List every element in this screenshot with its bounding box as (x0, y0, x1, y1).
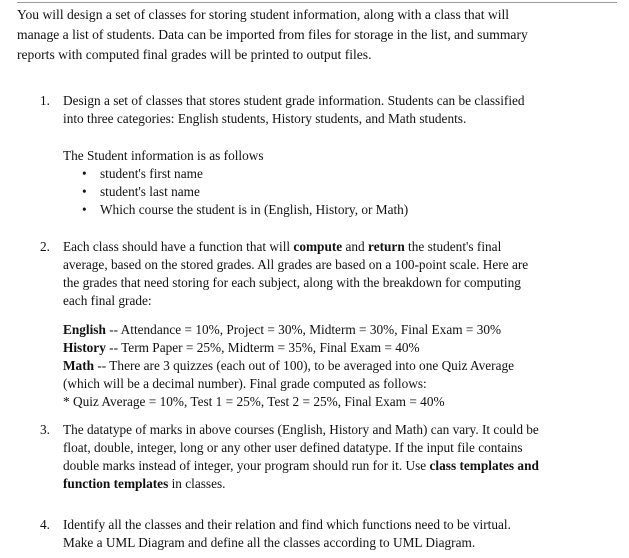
intro-line: reports with computed final grades will be printed to output files. (17, 47, 372, 62)
student-info-title: The Student information is as follows (63, 148, 264, 163)
student-info-list (82, 165, 600, 219)
requirement-2 (40, 238, 600, 310)
requirement-1 (40, 92, 600, 128)
math-formula: * Quiz Average = 10%, Test 1 = 25%, Test 2 = 25%, Final Exam = 40% (63, 394, 445, 409)
english-breakdown: English -- Attendance = 10%, Project = 30%, Midterm = 30%, Final Exam = 30% (63, 322, 502, 337)
item-text-line: double marks instead of integer, your program should run for it. Use class templates and (63, 458, 539, 473)
item-text-line: each final grade: (63, 293, 152, 308)
item-number: 4. (40, 517, 50, 532)
list-item: • student's last name (82, 183, 600, 201)
keyword-function-templates: function templates (63, 476, 169, 491)
keyword-compute: compute (293, 239, 343, 254)
history-breakdown: History -- Term Paper = 25%, Midterm = 35%, Final Exam = 40% (63, 340, 420, 355)
english-label: English (63, 322, 106, 337)
math-label: Math (63, 358, 95, 373)
keyword-class-templates: class templates and (429, 458, 539, 473)
item-text-line: The datatype of marks in above courses (English, History and Math) can vary. It could be (63, 422, 539, 437)
math-breakdown: Math -- There are 3 quizzes (each out of 100), to be averaged into one Quiz Average (63, 358, 515, 373)
item-number: 3. (40, 422, 50, 437)
keyword-return: return (368, 239, 405, 254)
requirement-3 (40, 421, 600, 493)
history-label: History (63, 340, 106, 355)
item-number: 2. (40, 239, 50, 254)
item-text-line: Each class should have a function that will compute and return the student's final (63, 239, 502, 254)
item-number: 1. (40, 93, 50, 108)
item-text-line: Make a UML Diagram and define all the classes according to UML Diagram. (63, 535, 476, 550)
item-text-line: into three categories: English students, History students, and Math students. (63, 111, 467, 126)
student-info-section (40, 147, 600, 219)
grade-breakdown (40, 321, 600, 411)
intro-paragraph (17, 2, 617, 65)
requirement-4 (40, 516, 600, 552)
item-text-line: the grades that need storing for each subject, along with the breakdown for computing (63, 275, 521, 290)
item-text-line: average, based on the stored grades. All grades are based on a 100-point scale. Here are (63, 257, 529, 272)
intro-line: You will design a set of classes for storing student information, along with a class that will (17, 7, 510, 22)
item-text-line: function templates in classes. (63, 476, 226, 491)
list-item: • Which course the student is in (English, History, or Math) (82, 201, 600, 219)
list-item: • student's first name (82, 165, 600, 183)
intro-line: manage a list of students. Data can be imported from files for storage in the list, and summary (17, 27, 528, 42)
item-text-line: Identify all the classes and their relation and find which functions need to be virtual. (63, 517, 511, 532)
item-text-line: float, double, integer, long or any other user defined datatype. If the input file contains (63, 440, 523, 455)
math-continuation: (which will be a decimal number). Final grade computed as follows: (63, 376, 427, 391)
item-text-line: Design a set of classes that stores student grade information. Students can be classified (63, 93, 525, 108)
